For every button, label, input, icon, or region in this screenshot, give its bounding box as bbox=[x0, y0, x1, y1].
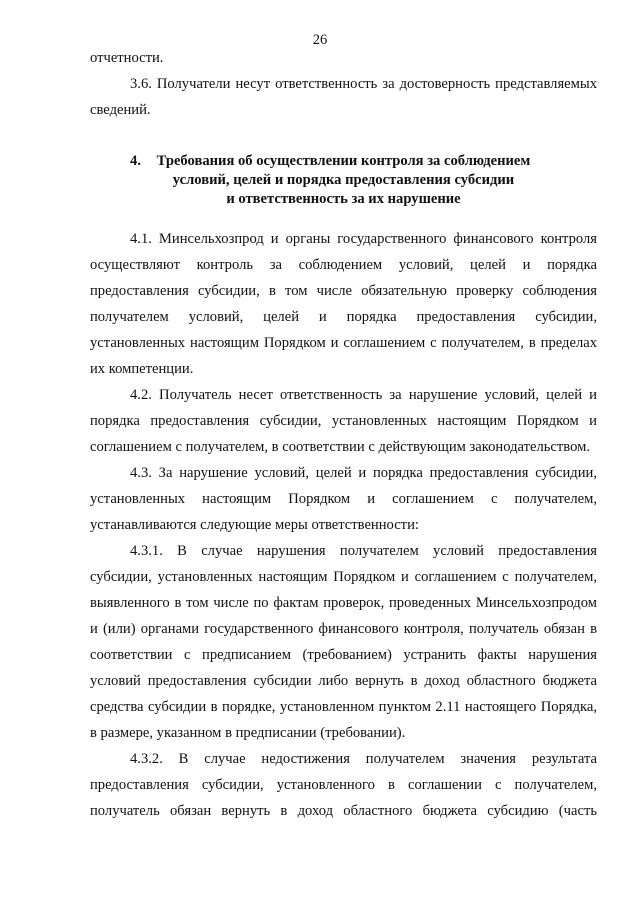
section-heading bbox=[90, 152, 597, 209]
paragraph-3-6: 3.6. Получатели несут ответственность за достоверность представляемых сведений. bbox=[90, 76, 597, 118]
paragraph-4-3-1: 4.3.1. В случае нарушения получателем условий предоставления субсидии, установленных настоящим Порядком и соглашением с получателем, выявленного в том числе по фактам проверок, проведенных Минсельхозпродом и (или) органами государственного финансового контроля, получатель обязан в соответствии с предписанием (требованием) устранить факты нарушения условий предоставления субсидии либо вернуть в доход областного бюджета средства субсидии в порядке, установленном пунктом 2.11 настоящего Порядка, в размере, указанном в предписании (требовании). bbox=[90, 543, 597, 741]
spacer bbox=[90, 209, 597, 226]
paragraph-4-1: 4.1. Минсельхозпрод и органы государственного финансового контроля осуществляют контроль за соблюдением условий, целей и порядка предоставления субсидии, в том числе обязательную проверку соблюдения получателем условий, целей и порядка предоставления субсидии, установленных настоящим Порядком и соглашением с получателем, в пределах их компетенции. bbox=[90, 231, 597, 377]
section-title-line-1: Требования об осуществлении контроля за соблюдением bbox=[156, 153, 531, 169]
document-body bbox=[90, 45, 597, 824]
paragraph-4-3: 4.3. За нарушение условий, целей и порядка предоставления субсидии, установленных настоящим Порядком и соглашением с получателем, устанавливаются следующие меры ответственности: bbox=[90, 465, 597, 533]
paragraph-4-3-2: 4.3.2. В случае недостижения получателем значения результата предоставления субсидии, установленного в соглашении с получателем, получатель обязан вернуть в доход областного бюджета субсидию (часть bbox=[90, 751, 597, 819]
section-title-line-3: и ответственность за их нарушение bbox=[226, 191, 461, 207]
paragraph-4-2: 4.2. Получатель несет ответственность за нарушение условий, целей и порядка предоставления субсидии, установленных настоящим Порядком и соглашением с получателем, в соответствии с действующим законодательством. bbox=[90, 387, 597, 455]
paragraph-continuation: отчетности. bbox=[90, 50, 164, 66]
page-number: 26 bbox=[312, 32, 328, 48]
section-title-line-2: условий, целей и порядка предоставления субсидии bbox=[172, 172, 515, 188]
section-number: 4. bbox=[130, 153, 141, 169]
